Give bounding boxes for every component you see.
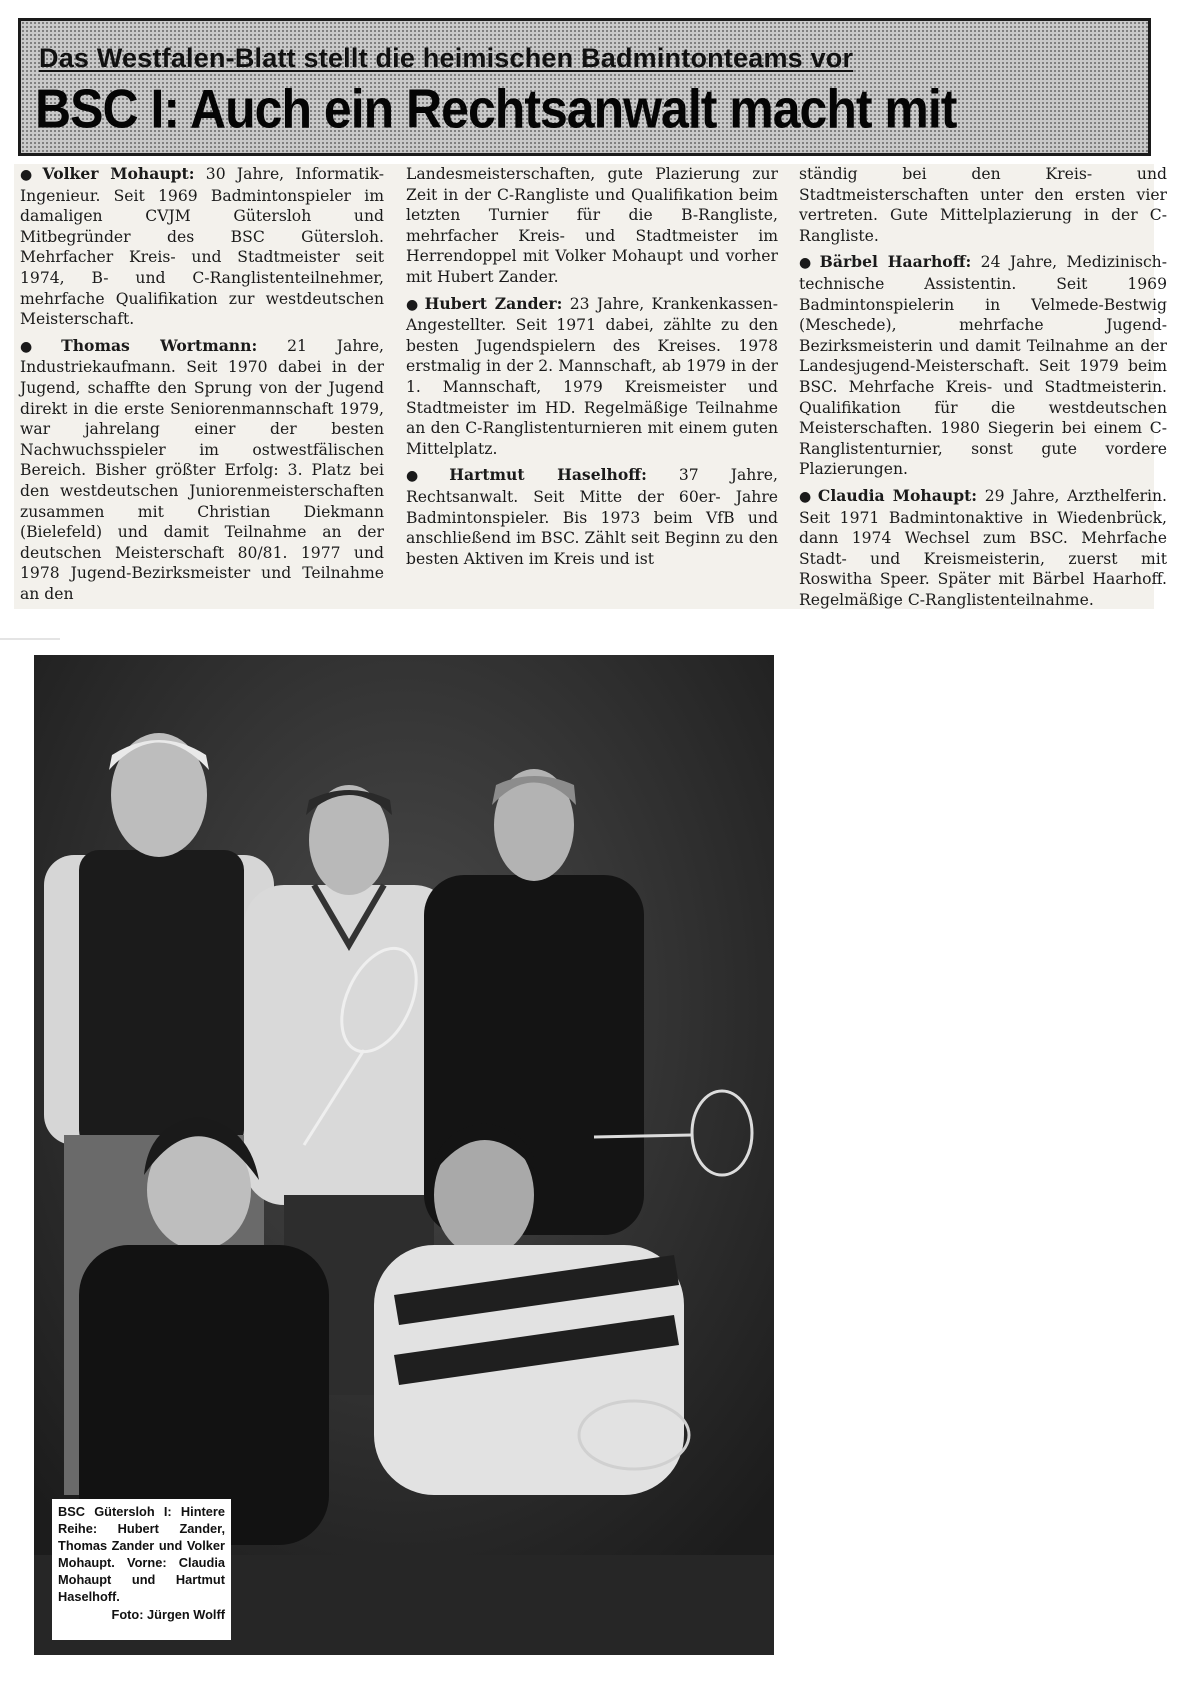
profile-paragraph	[799, 252, 1167, 480]
profile-continuation	[406, 164, 778, 288]
profile-text: 37 Jahre, Rechtsanwalt. Seit Mitte der 60er- Jahre Badmintonspieler. Bis 1973 beim VfB und anschließend im BSC. Zählt seit Beginn zu den besten Aktiven im Kreis und ist	[406, 466, 778, 568]
column-3	[799, 164, 1167, 616]
profile-paragraph	[20, 336, 384, 605]
profile-text: 23 Jahre, Krankenkassen-Angestellter. Seit 1971 dabei, zählte zu den besten Jugendspielern des Kreises. 1978 erstmalig in der 2. Mannschaft, ab 1979 in der 1. Mannschaft, 1979 Kreismeister und Stadtmeister im HD. Regelmäßige Teilnahme an den C-Ranglistenturnieren mit einem guten Mittelplatz.	[406, 294, 778, 458]
kicker: Das Westfalen-Blatt stellt die heimischen Badmintonteams vor	[39, 43, 854, 73]
profile-name: Claudia Mohaupt:	[817, 485, 978, 505]
scan-mark	[0, 638, 60, 640]
profile-name: Volker Mohaupt:	[42, 164, 195, 183]
profile-text: Landesmeisterschaften, gute Plazierung zur Zeit in der C-Rangliste und Qualifikation beim letzten Turnier für die B-Rangliste, mehrfacher Kreis- und Stadtmeister im Herrendoppel mit Volker Mohaupt und vorher mit Hubert Zander.	[406, 165, 778, 286]
profile-text: 24 Jahre, Medizinisch-technische Assistentin. Seit 1969 Badmintonspielerin in Velmede-Bestwig (Meschede), mehrfache Jugend-Bezirksmeisterin und damit Teilnahme an der Landesjugend-Meisterschaft. Seit 1979 beim BSC. Mehrfache Kreis- und Stadtmeisterin. Qualifikation für die westdeutschen Meisterschaften. 1980 Siegerin bei einem C-Ranglistenturnier, sonst gute vordere Plazierungen.	[799, 253, 1167, 479]
profile-text: ständig bei den Kreis- und Stadtmeisterschaften unter den ersten vier vertreten. Gute Mittelplazierung in der C-Rangliste.	[799, 165, 1167, 245]
profile-continuation	[799, 164, 1167, 246]
photo-caption	[52, 1499, 231, 1640]
bullet-icon: ●	[799, 488, 814, 505]
profile-text: 29 Jahre, Arzthelferin. Seit 1971 Badmintonaktive in Wiedenbrück, dann 1974 Wechsel zum BSC. Mehrfache Stadt- und Kreismeisterin, zuerst mit Roswitha Speer. Später mit Bärbel Haarhoff. Regelmäßige C-Ranglistenteilnahme.	[799, 486, 1167, 609]
profile-text: 21 Jahre, Industriekaufmann. Seit 1970 dabei in der Jugend, schaffte den Sprung von der Jugend direkt in die erste Seniorenmannschaft 1979, war jahrelang einer der besten Nachwuchsspieler im ostwestfälischen Bereich. Bisher größter Erfolg: 3. Platz bei den westdeutschen Juniorenmeisterschaften zusammen mit Christian Diekmann (Bielefeld) und damit Teilnahme an der deutschen Meisterschaft 80/81. 1977 und 1978 Jugend-Bezirksmeister und Teilnahme an den	[20, 336, 385, 603]
bullet-icon: ●	[799, 255, 816, 272]
column-2	[406, 164, 778, 575]
profile-paragraph	[406, 465, 778, 569]
article-body	[14, 164, 1167, 609]
profile-text: 30 Jahre, Informatik-Ingenieur. Seit 1969 Badmintonspieler im damaligen CVJM Gütersloh und Mitbegründer des BSC Gütersloh. Mehrfacher Kreis- und Stadtmeister seit 1974, B- und C-Ranglistenteilnehmer, mehrfache Qualifikation zur westdeutschen Meisterschaft.	[20, 165, 384, 329]
profile-paragraph	[406, 294, 778, 460]
profile-name: Bärbel Haarhoff:	[819, 252, 972, 272]
profile-name: Thomas Wortmann:	[61, 335, 258, 355]
bullet-icon: ●	[406, 468, 446, 485]
headline-box	[18, 18, 1151, 156]
bullet-icon: ●	[20, 338, 58, 355]
profile-name: Hubert Zander:	[424, 293, 563, 313]
bullet-icon: ●	[406, 296, 421, 313]
profile-paragraph	[799, 486, 1167, 611]
profile-name: Hartmut Haselhoff:	[449, 465, 647, 485]
headline: BSC I: Auch ein Rechtsanwalt macht mit	[35, 78, 957, 140]
caption-text: BSC Gütersloh I: Hintere Reihe: Hubert Zander, Thomas Zander und Volker Mohaupt. Vorne: Claudia Mohaupt und Hartmut Haselhoff.	[58, 1504, 225, 1604]
column-1	[20, 164, 384, 610]
bullet-icon: ●	[20, 167, 39, 183]
photo-credit: Foto: Jürgen Wolff	[111, 1607, 225, 1622]
profile-paragraph	[20, 164, 384, 330]
